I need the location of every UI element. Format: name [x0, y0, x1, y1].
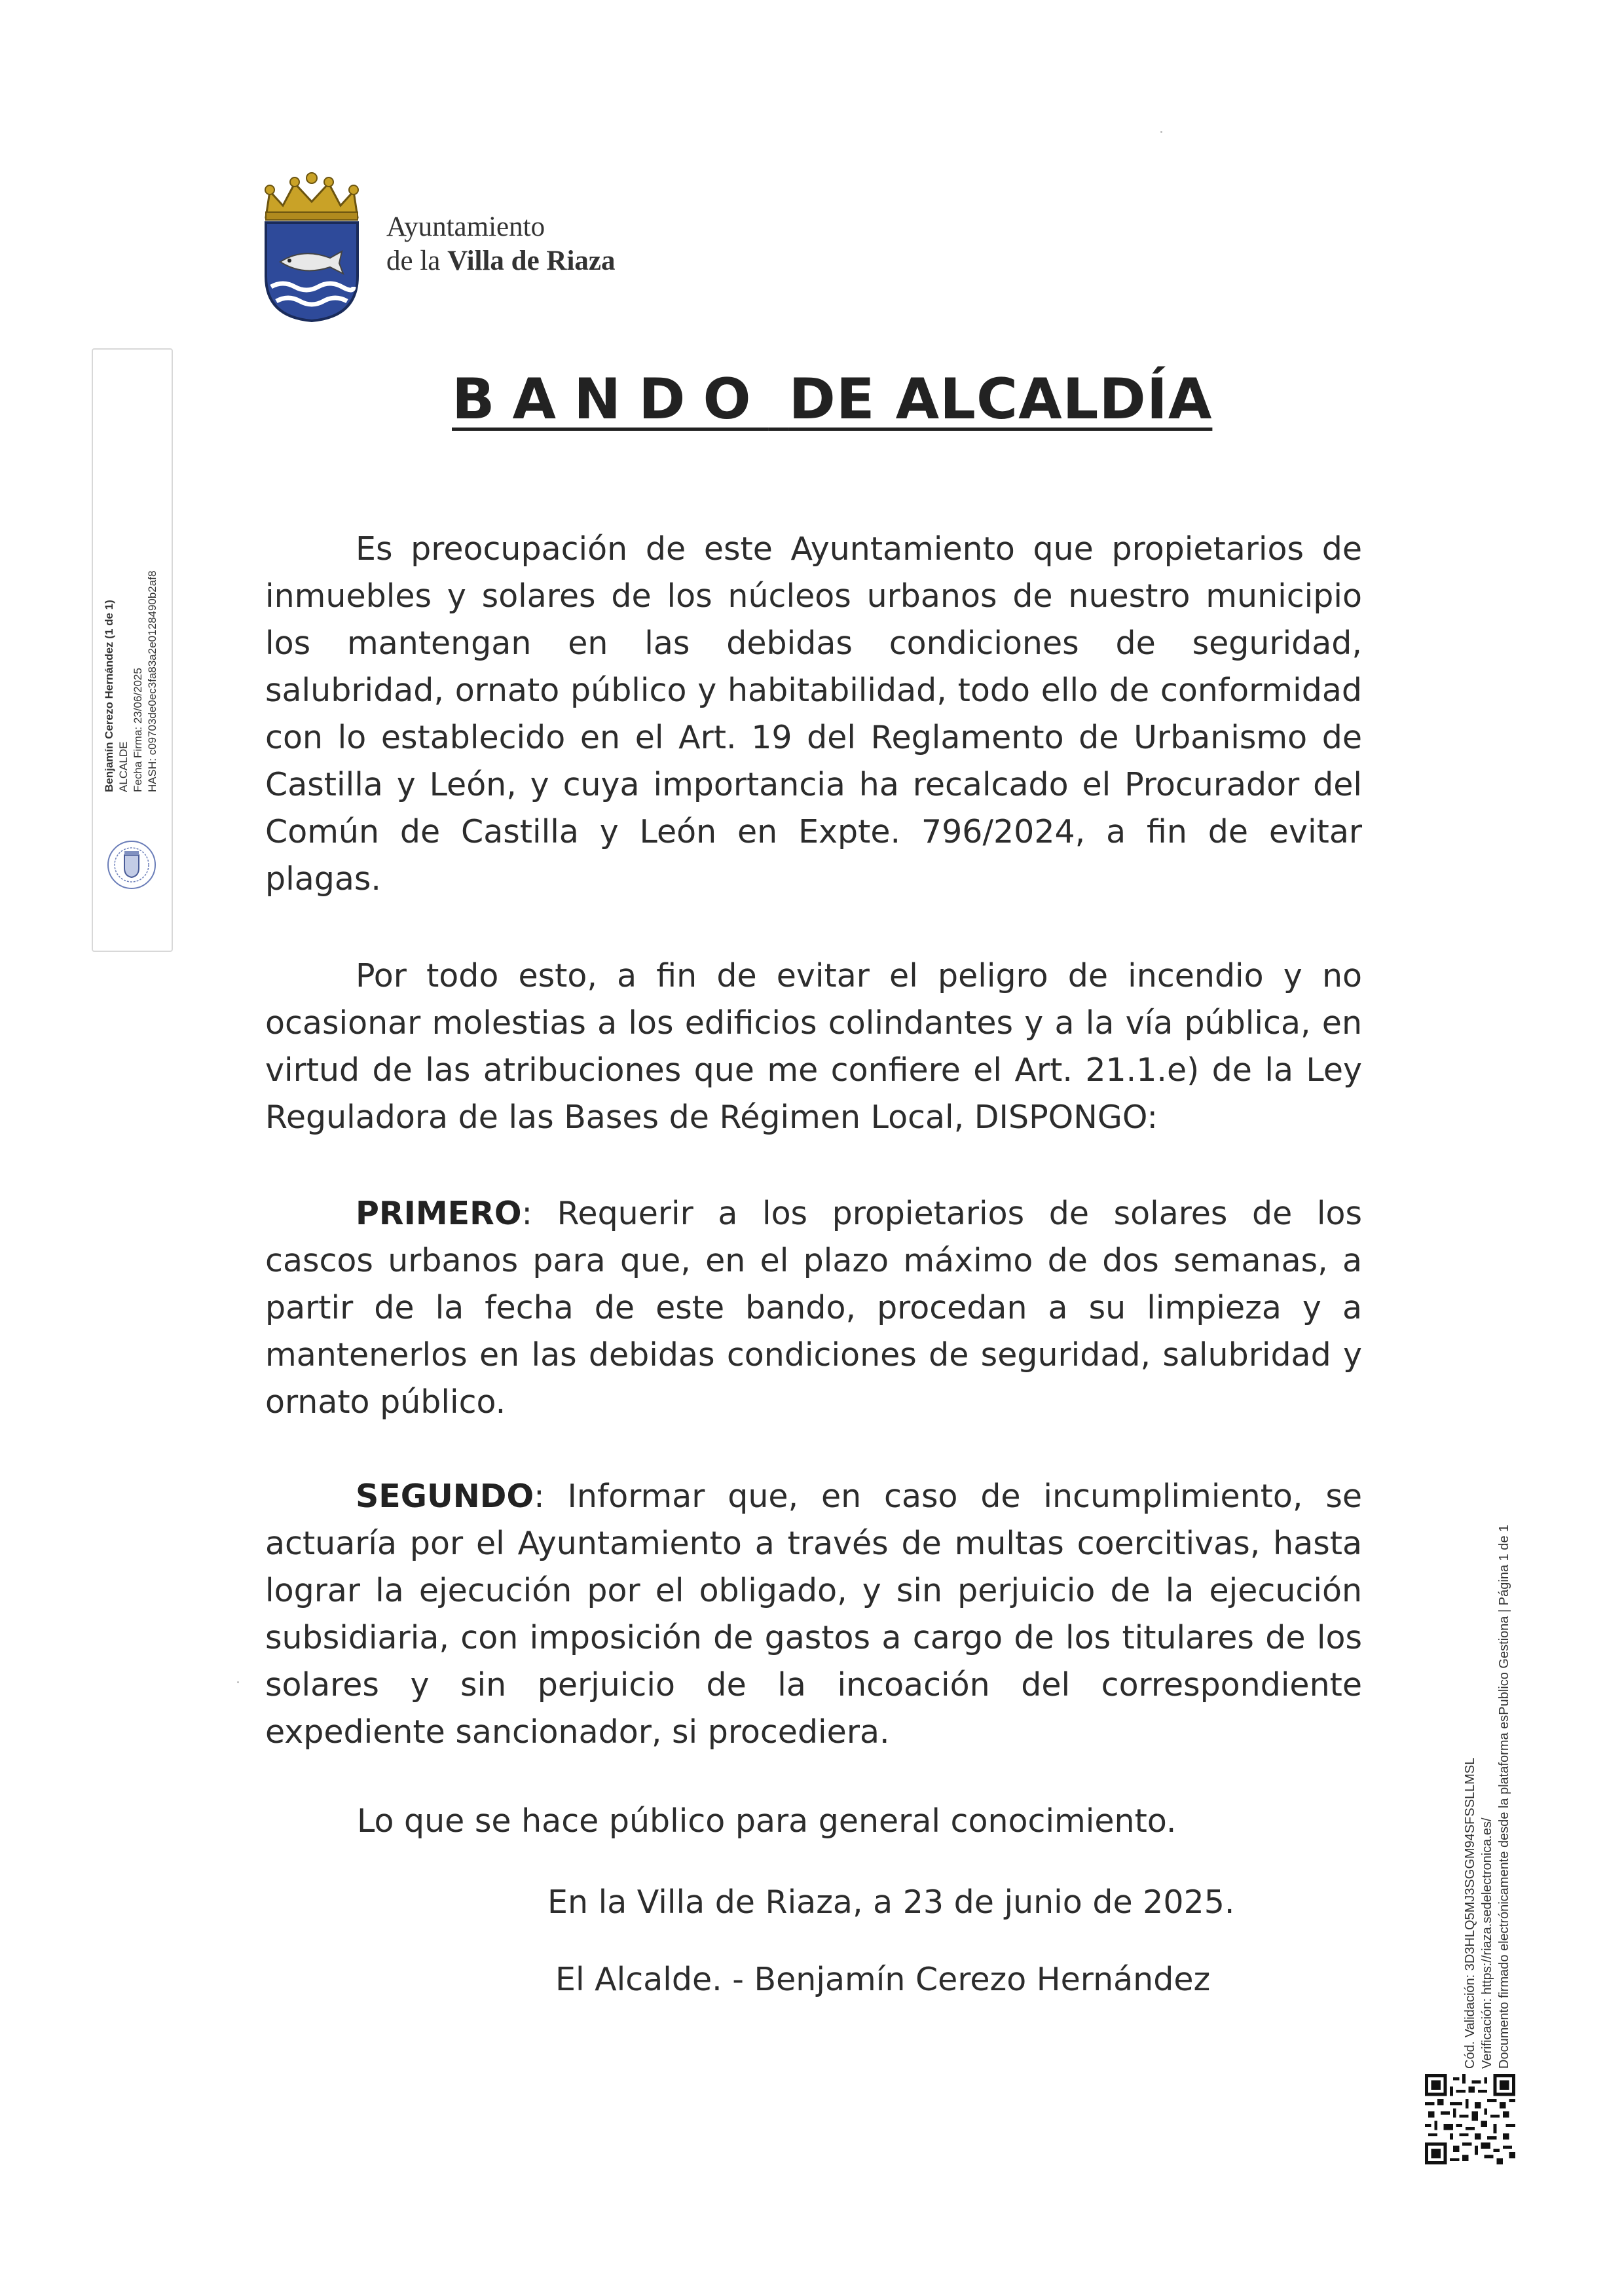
page-title: BANDO DE ALCALDÍA [452, 367, 1213, 432]
org-name-line1: Ayuntamiento [386, 211, 545, 242]
coat-of-arms-icon [257, 172, 367, 323]
primero-label: PRIMERO [356, 1195, 522, 1232]
closing-line: Lo que se hace público para general conocimiento. [357, 1802, 1177, 1840]
platform-note: Documento firmado electrónicamente desde la plataforma esPublico Gestiona | Página 1 de 1 [1497, 1524, 1511, 2069]
segundo-label: SEGUNDO [356, 1478, 534, 1515]
verification-url[interactable]: Verificación: https://riaza.sedelectronica.es/ [1480, 1817, 1494, 2069]
paragraph-primero: PRIMERO: Requerir a los propietarios de solares de los cascos urbanos para que, en el plazo máximo de dos semanas, a partir de la fecha de este bando, procedan a su limpieza y a mantenerlos en las debidas condiciones de seguridad, salubridad y ornato público. [265, 1195, 1362, 1421]
paragraph-intro: Es preocupación de este Ayuntamiento que propietarios de inmuebles y solares de los núcleos urbanos de nuestro municipio los mantengan en las debidas condiciones de seguridad, salubridad, ornato público y habitabilidad, todo ello de conformidad con lo establecido en el Art. 19 del Reglamento de Urbanismo de Castilla y León, y cuya importancia ha recalcado el Procurador del Común de Castilla y León en Expte. 796/2024, a fin de evitar plagas. [265, 530, 1362, 898]
verification-text [1462, 1525, 1513, 2069]
org-name-bold: Villa de Riaza [447, 246, 616, 276]
validation-code: Cód. Validación: 3D3HLQ5MJ3SGGM94SFSSLLMSL [1463, 1757, 1477, 2069]
scan-speck [237, 1681, 239, 1683]
place-date: En la Villa de Riaza, a 23 de junio de 2025. [547, 1884, 1235, 1921]
stamp-role: ALCALDE [117, 741, 130, 792]
qr-code-icon[interactable] [1425, 2074, 1515, 2164]
signer-line: El Alcalde. - Benjamín Cerezo Hernández [555, 1961, 1211, 1998]
paragraph-segundo: SEGUNDO: Informar que, en caso de incumplimiento, se actuaría por el Ayuntamiento a través de multas coercitivas, hasta lograr la ejecución por el obligado, y sin perjuicio de la ejecución subsidiaria, con imposición de gastos a cargo de los titulares de los solares y sin perjuicio de la incoación del correspondiente expediente sancionador, si procediera. [265, 1478, 1362, 1751]
stamp-signer-name: Benjamín Cerezo Hernández (1 de 1) [103, 600, 115, 792]
signature-stamp-text [102, 571, 160, 792]
scan-speck [1160, 131, 1162, 133]
stamp-date: Fecha Firma: 23/06/2025 [132, 668, 144, 792]
municipal-seal-icon [106, 839, 157, 890]
org-name-line2: de la Villa de Riaza [386, 246, 616, 276]
paragraph-dispongo: Por todo esto, a fin de evitar el peligro de incendio y no ocasionar molestias a los edificios colindantes y a la vía pública, en virtud de las atribuciones que me confiere el Art. 21.1.e) de la Ley Reguladora de las Bases de Régimen Local, DISPONGO: [265, 957, 1362, 1136]
stamp-hash: HASH: c09703de0ec3fa83a2e0128490b2af8 [146, 570, 158, 792]
